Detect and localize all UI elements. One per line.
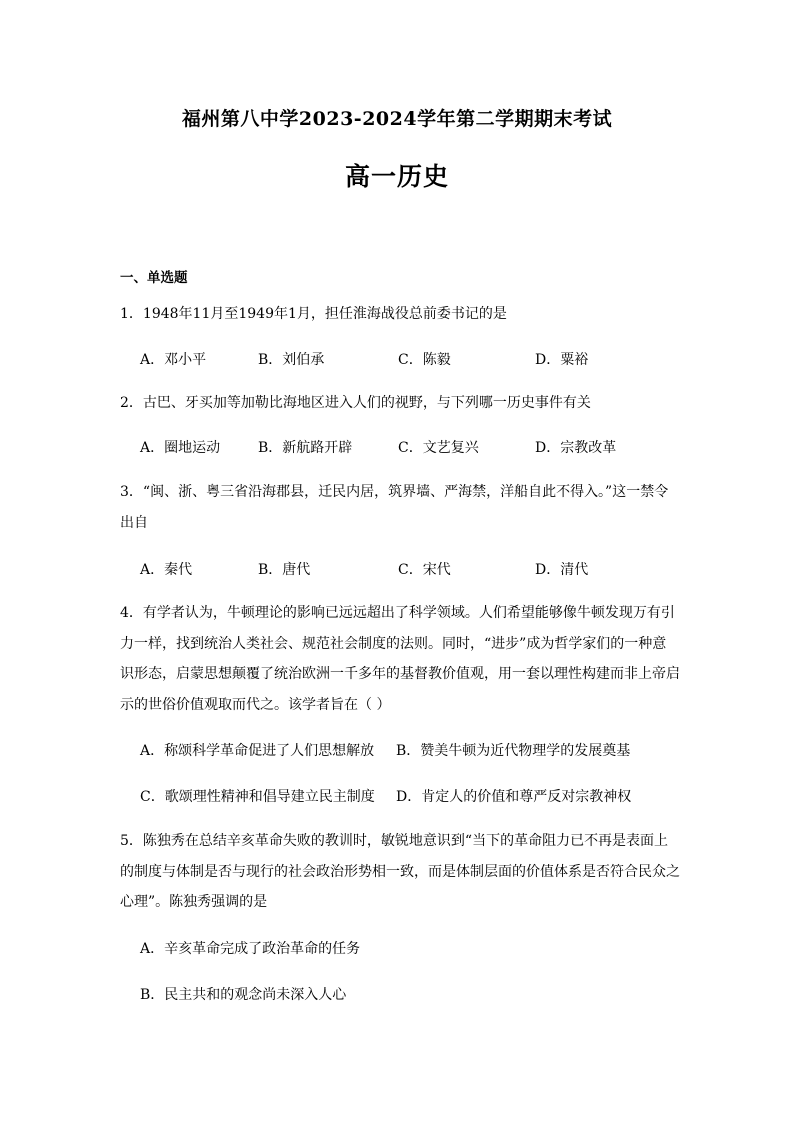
- option-b: B．唐代: [258, 562, 311, 578]
- option-c: C．歌颂理性精神和倡导建立民主制度: [140, 789, 375, 805]
- section-heading: 一、单选题: [120, 270, 188, 286]
- option-d: D．粟裕: [535, 352, 589, 368]
- option-c: C．宋代: [398, 562, 451, 578]
- option-a: A．辛亥革命完成了政治革命的任务: [140, 941, 361, 957]
- question-5: 5．陈独秀在总结辛亥革命失败的教训时，敏锐地意识到“当下的革命阻力已不再是表面上的制度与体制是否与现行的社会政治形势相一致，而是体制层面的价值体系是否符合民众之心理”。陈独秀强调的是: [120, 833, 680, 910]
- option-a: A．称颂科学革命促进了人们思想解放: [140, 743, 375, 759]
- question-2: 2．古巴、牙买加等加勒比海地区进入人们的视野，与下列哪一历史事件有关: [120, 395, 591, 411]
- option-a: A．秦代: [140, 562, 193, 578]
- question-1: 1．1948年11月至1949年1月，担任淮海战役总前委书记的是: [120, 306, 507, 322]
- option-d: D．肯定人的价值和尊严反对宗教神权: [396, 789, 632, 805]
- question-3: 3．“闽、浙、粤三省沿海郡县，迁民内居，筑界墙、严海禁，洋船自此不得入。”这一禁令出自: [120, 484, 669, 531]
- option-b: B．民主共和的观念尚未深入人心: [140, 987, 347, 1003]
- option-c: C．陈毅: [398, 352, 451, 368]
- option-b: B．赞美牛顿为近代物理学的发展奠基: [396, 743, 631, 759]
- option-d: D．宗教改革: [535, 440, 617, 456]
- option-a: A．邓小平: [140, 352, 207, 368]
- option-a: A．圈地运动: [140, 440, 221, 456]
- option-b: B．刘伯承: [258, 352, 325, 368]
- question-4: 4．有学者认为，牛顿理论的影响已远远超出了科学领域。人们希望能够像牛顿发现万有引力一样，找到统治人类社会、规范社会制度的法则。同时，“进步”成为哲学家们的一种意识形态，启蒙思想颠覆了统治欧洲一千多年的基督教价值观，用一套以理性构建而非上帝启示的世俗价值观取而代之。该学者旨在（ ）: [120, 605, 680, 713]
- option-c: C．文艺复兴: [398, 440, 479, 456]
- option-b: B．新航路开辟: [258, 440, 353, 456]
- option-d: D．清代: [535, 562, 589, 578]
- exam-subject: 高一历史: [344, 162, 449, 191]
- exam-title: 福州第八中学2023-2024学年第二学期期末考试: [181, 108, 613, 130]
